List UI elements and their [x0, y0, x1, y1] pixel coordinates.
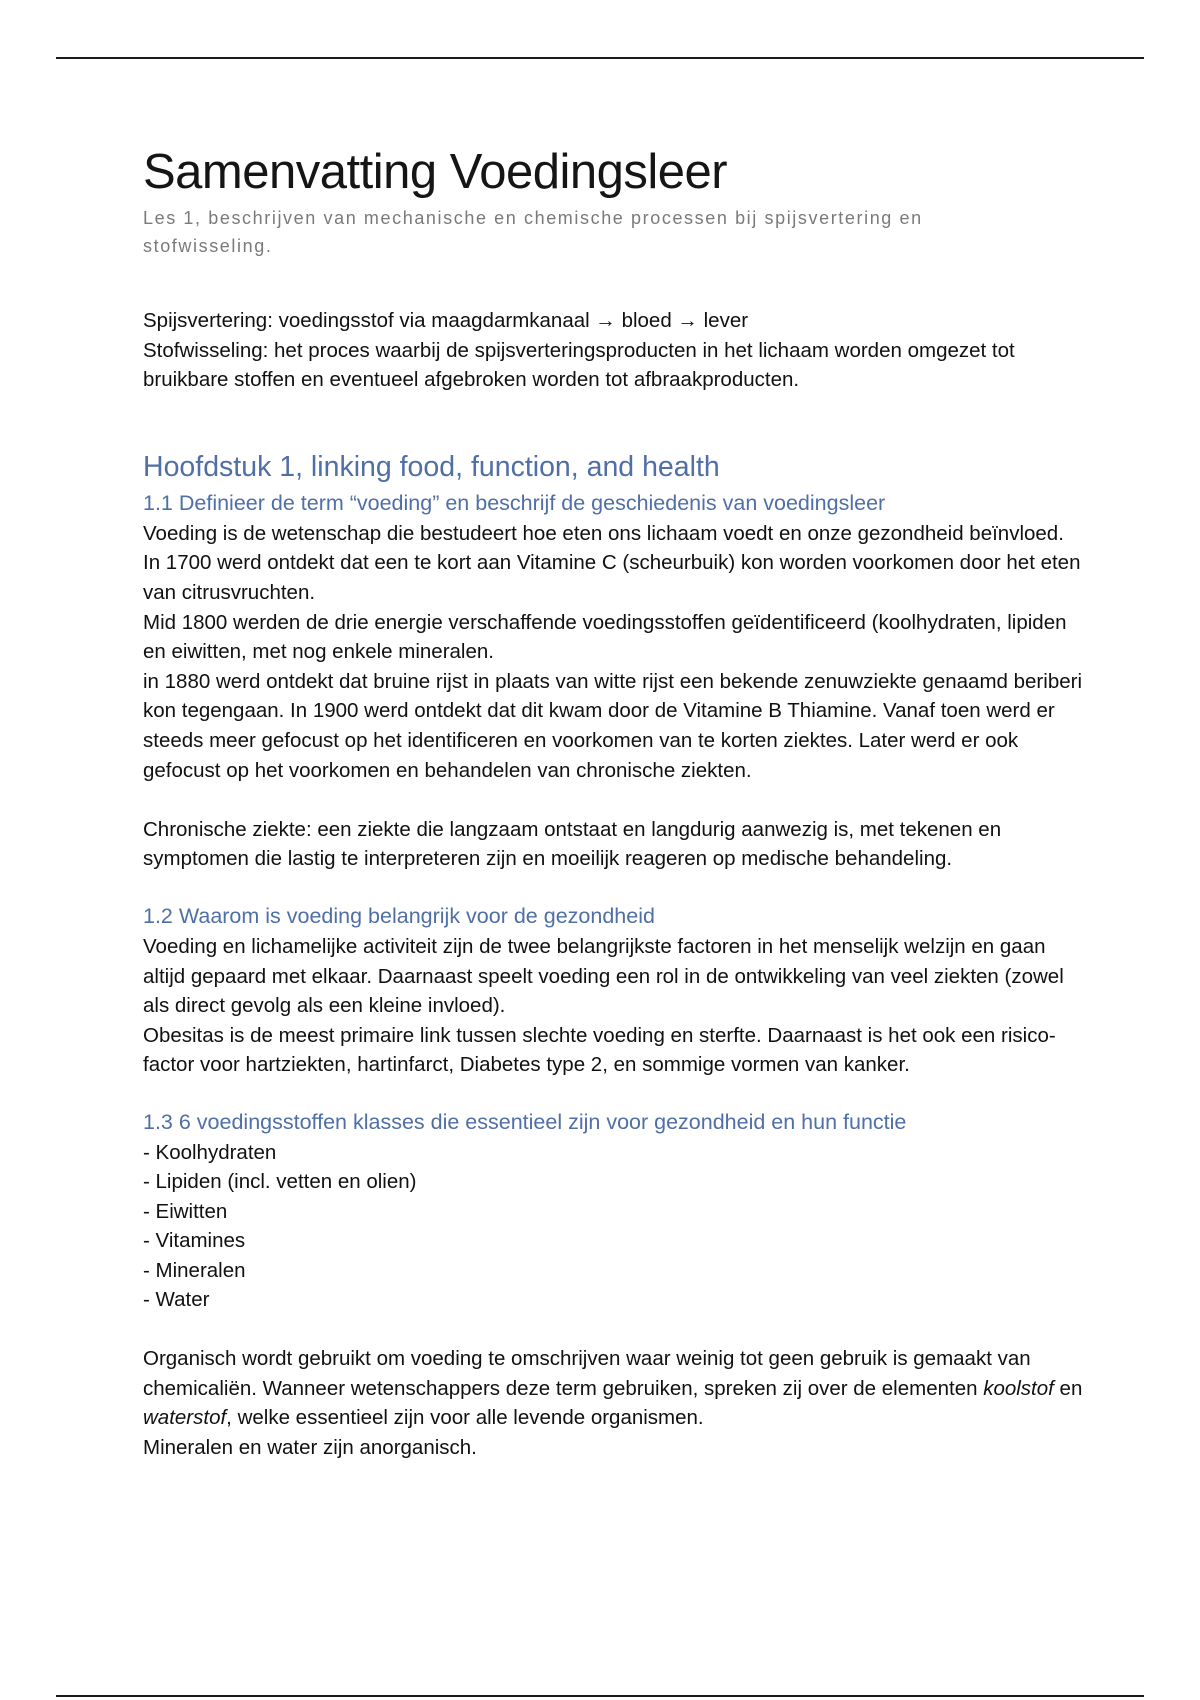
list-item: - Water	[143, 1287, 210, 1311]
list-item: - Vitamines	[143, 1229, 246, 1253]
text-run: Organisch wordt gebruikt om voeding te omschrijven waar weinig tot geen gebruik is gemaakt van chemicaliën. Wanneer wetenschappers deze term gebruiken, spreken zij over de elementen	[143, 1346, 1031, 1400]
spacer	[143, 785, 1083, 815]
paragraph-organisch	[143, 1344, 1083, 1433]
paragraph: Voeding en lichamelijke activiteit zijn de twee belangrijkste factoren in het menselijk welzijn en gaan altijd gepaard met elkaar. Daarnaast speelt voeding een rol in de ontwikkeling van veel ziekten (zowel als direct gevolg als een kleine invloed).	[143, 934, 1064, 1018]
section-heading-1-2: 1.2 Waarom is voeding belangrijk voor de gezondheid	[143, 903, 655, 928]
nutrient-list	[143, 1138, 1083, 1314]
header-rule	[56, 57, 1144, 59]
intro-line-stofwisseling: Stofwisseling: het proces waarbij de spijsverteringsproducten in het lichaam worden omgezet tot bruikbare stoffen en eventueel afgebroken worden tot afbraakproducten.	[143, 338, 1015, 392]
paragraph: Voeding is de wetenschap die bestudeert hoe eten ons lichaam voedt en onze gezondheid beïnvloed.	[143, 521, 1064, 545]
paragraph: Mid 1800 werden de drie energie verschaffende voedingsstoffen geïdentificeerd (koolhydraten, lipiden en eiwitten, met nog enkele mineralen.	[143, 610, 1067, 664]
section-heading-1-1: 1.1 Definieer de term “voeding” en beschrijf de geschiedenis van voedingsleer	[143, 490, 886, 515]
list-item: - Lipiden (incl. vetten en olien)	[143, 1170, 417, 1194]
chapter-heading: Hoofdstuk 1, linking food, function, and health	[143, 450, 720, 483]
intro-block	[143, 306, 1083, 395]
footer-rule	[56, 1695, 1144, 1697]
document-title: Samenvatting Voedingsleer	[143, 145, 728, 199]
text-run: en	[1053, 1376, 1083, 1400]
paragraph-chronische-ziekte: Chronische ziekte: een ziekte die langzaam ontstaat en langdurig aanwezig is, met tekenen en symptomen die lastig te interpreteren zijn en moeilijk reageren op medische behandeling.	[143, 817, 1002, 871]
document-page	[143, 140, 1083, 1462]
list-item: - Koolhydraten	[143, 1140, 277, 1164]
intro-line-spijsvertering: Spijsvertering: voedingsstof via maagdarmkanaal → bloed → lever	[143, 309, 749, 332]
spacer	[143, 1314, 1083, 1344]
paragraph: Obesitas is de meest primaire link tussen slechte voeding en sterfte. Daarnaast is het ook een risico-factor voor hartziekten, hartinfarct, Diabetes type 2, en sommige vormen van kanker.	[143, 1023, 1056, 1077]
paragraph: Mineralen en water zijn anorganisch.	[143, 1435, 477, 1459]
paragraph: In 1700 werd ontdekt dat een te kort aan Vitamine C (scheurbuik) kon worden voorkomen door het eten van citrusvruchten.	[143, 551, 1081, 604]
list-item: - Mineralen	[143, 1258, 246, 1282]
text-run-italic: waterstof	[143, 1406, 227, 1430]
document-subtitle: Les 1, beschrijven van mechanische en chemische processen bij spijsvertering en stofwisseling.	[143, 208, 923, 256]
list-item: - Eiwitten	[143, 1199, 228, 1223]
text-run-italic: koolstof	[983, 1376, 1054, 1400]
text-run: , welke essentieel zijn voor alle levende organismen.	[226, 1406, 704, 1430]
section-heading-1-3: 1.3 6 voedingsstoffen klasses die essentieel zijn voor gezondheid en hun functie	[143, 1109, 907, 1134]
paragraph: in 1880 werd ontdekt dat bruine rijst in plaats van witte rijst een bekende zenuwziekte genaamd beriberi kon tegengaan. In 1900 werd ontdekt dat dit kwam door de Vitamine B Thiamine. Vanaf toen werd er steeds meer gefocust op het identificeren en voorkomen van te korten ziektes. Later werd er ook gefocust op het voorkomen en behandelen van chronische ziekten.	[143, 669, 1082, 782]
